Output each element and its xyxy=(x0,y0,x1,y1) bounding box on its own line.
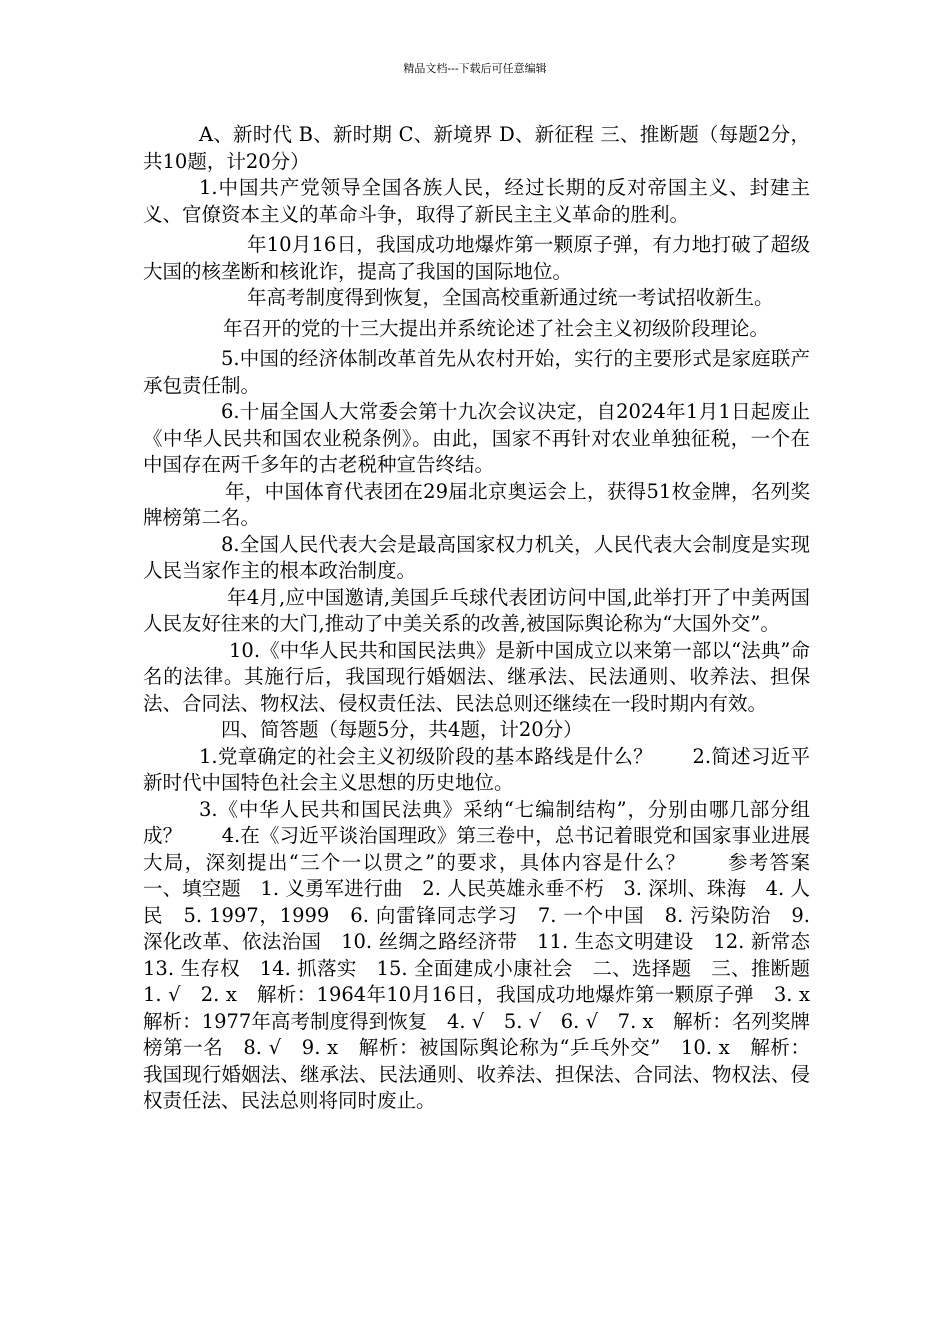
paragraph-short-answer-1-2: 1.党章确定的社会主义初级阶段的基本路线是什么？ 2.简述习近平新时代中国特色社会主义思想的历史地位。 xyxy=(143,744,810,794)
paragraph-judgment-4: 年召开的党的十三大提出并系统论述了社会主义初级阶段理论。 xyxy=(223,316,770,340)
document-body xyxy=(143,122,830,1115)
paragraph-judgment-2: 年10月16日，我国成功地爆炸第一颗原子弹，有力地打破了超级大国的核垄断和核讹诈，提高了我国的国际地位。 xyxy=(143,233,810,283)
paragraph-judgment-5: 5.中国的经济体制改革首先从农村开始，实行的主要形式是家庭联产承包责任制。 xyxy=(143,347,810,397)
paragraph-judgment-10: 10.《中华人民共和国民法典》是新中国成立以来第一部以“法典”命名的法律。其施行后，我国现行婚姻法、继承法、民法通则、收养法、担保法、合同法、物权法、侵权责任法、民法总则还继续在一段时期内有效。 xyxy=(143,638,810,715)
section-heading-short-answer: 四、简答题（每题5分，共4题，计20分） xyxy=(221,718,583,741)
paragraph-judgment-7: 年，中国体育代表团在29届北京奥运会上，获得51枚金牌，名列奖牌榜第二名。 xyxy=(143,479,810,529)
paragraph-judgment-1: 1.中国共产党领导全国各族人民，经过长期的反对帝国主义、封建主义、官僚资本主义的革命斗争，取得了新民主主义革命的胜利。 xyxy=(143,176,810,226)
page-header: 精品文档---下载后可任意编辑 xyxy=(403,62,547,75)
paragraph-judgment-9: 年4月,应中国邀请,美国乒乓球代表团访问中国,此举打开了中美两国人民友好往来的大门,推动了中美关系的改善,被国际舆论称为“大国外交”。 xyxy=(143,585,810,635)
paragraph-judgment-3: 年高考制度得到恢复，全国高校重新通过统一考试招收新生。 xyxy=(247,286,774,309)
paragraph-short-answer-3-4-and-answers: 3.《中华人民共和国民法典》采纳“七编制结构”，分别由哪几部分组成？ 4.在《习近平谈治国理政》第三卷中，总书记着眼党和国家事业进展大局，深刻提出“三个一以贯之”的要求，具体内容是什么？ 参考答案 一、填空题 1. 义勇军进行曲 2. 人民英雄永垂不朽 3. 深圳、珠海 4. 人民 5. 1997，1999 6. 向雷锋同志学习 7. 一个中国 8. 污染防治 9. 深化改革、依法治国 10. 丝绸之路经济带 11. 生态文明建设 12. 新常态 13. 生存权 14. 抓落实 15. 全面建成小康社会 二、选择题 三、推断题 1. √ 2. x 解析：1964年10月16日，我国成功地爆炸第一颗原子弹 3. x 解析：1977年高考制度得到恢复 4. √ 5. √ 6. √ 7. x 解析：名列奖牌榜第一名 8. √ 9. x 解析：被国际舆论称为“乒乓外交” 10. x 解析：我国现行婚姻法、继承法、民法通则、收养法、担保法、合同法、物权法、侵权责任法、民法总则将同时废止。 xyxy=(143,797,830,1112)
paragraph-judgment-8: 8.全国人民代表大会是最高国家权力机关，人民代表大会制度是实现人民当家作主的根本政治制度。 xyxy=(143,532,810,582)
paragraph-judgment-6: 6.十届全国人大常委会第十九次会议决定，自2024年1月1日起废止《中华人民共和国农业税条例》。由此，国家不再针对农业单独征税，一个在中国存在两千多年的古老税种宣告终结。 xyxy=(143,400,810,476)
paragraph-options-and-section-heading: A、新时代 B、新时期 C、新境界 D、新征程 三、推断题（每题2分，共10题，计20分） xyxy=(143,123,810,173)
